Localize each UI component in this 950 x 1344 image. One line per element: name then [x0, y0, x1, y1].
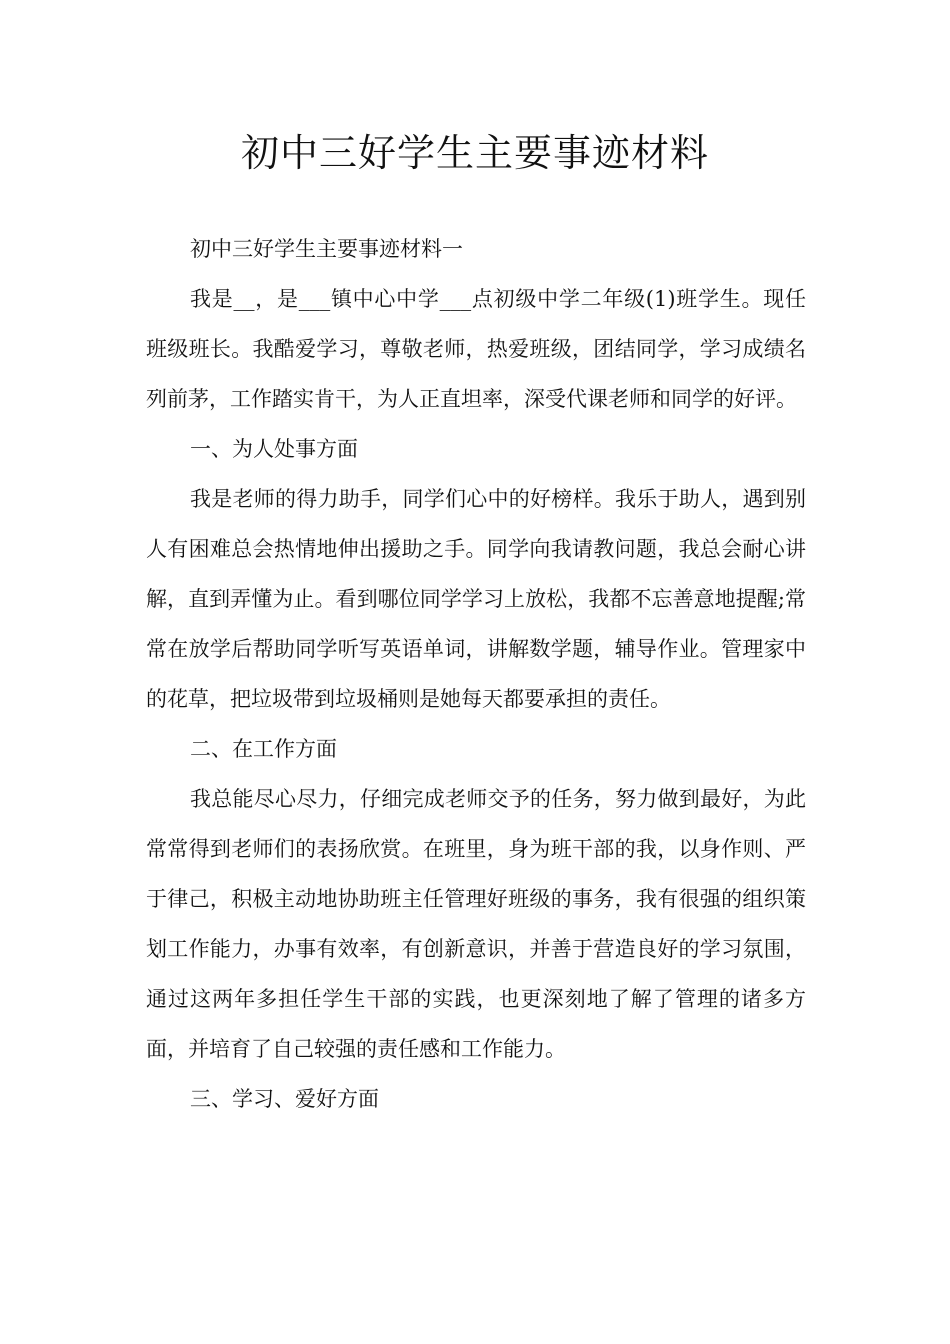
section-heading-1: 一、为人处事方面 — [190, 437, 358, 461]
section-subtitle: 初中三好学生主要事迹材料一 — [190, 237, 463, 261]
section-heading-3: 三、学习、爱好方面 — [190, 1087, 379, 1111]
intro-paragraph: 我是__，是___镇中心中学___点初级中学二年级(1)班学生。现任班级班长。我酷爱学习，尊敬老师，热爱班级，团结同学，学习成绩名列前茅，工作踏实肯干，为人正直坦率，深受代课老师和同学的好评。 — [146, 287, 806, 411]
section-heading-2: 二、在工作方面 — [190, 737, 337, 761]
section-2-paragraph: 我总能尽心尽力，仔细完成老师交予的任务，努力做到最好，为此常常得到老师们的表扬欣赏。在班里，身为班干部的我，以身作则、严于律己，积极主动地协助班主任管理好班级的事务，我有很强的组织策划工作能力，办事有效率，有创新意识，并善于营造良好的学习氛围，通过这两年多担任学生干部的实践，也更深刻地了解了管理的诸多方面，并培育了自己较强的责任感和工作能力。 — [146, 787, 806, 1061]
document-body — [146, 224, 806, 1124]
section-1-paragraph: 我是老师的得力助手，同学们心中的好榜样。我乐于助人，遇到别人有困难总会热情地伸出援助之手。同学向我请教问题，我总会耐心讲解，直到弄懂为止。看到哪位同学学习上放松，我都不忘善意地提醒;常常在放学后帮助同学听写英语单词，讲解数学题，辅导作业。管理家中的花草，把垃圾带到垃圾桶则是她每天都要承担的责任。 — [146, 487, 806, 711]
document-title: 初中三好学生主要事迹材料 — [240, 131, 709, 175]
